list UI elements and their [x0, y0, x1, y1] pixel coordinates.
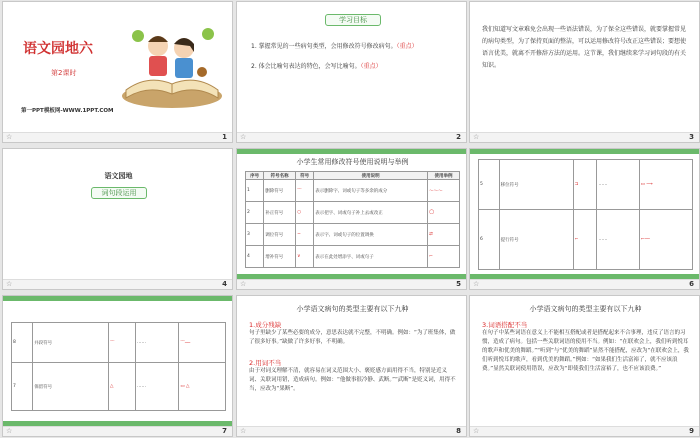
move-symbol-icon: ⊐: [573, 160, 597, 210]
table-cell: ……: [136, 363, 179, 411]
table-cell: 2: [246, 202, 264, 224]
table-row: [246, 224, 460, 246]
table-cell: 1: [246, 180, 264, 202]
table-header-title: 小学生常用修改符号使用说明与举例: [296, 158, 409, 166]
table-cell: 表示字、词或句子的位置调换: [314, 224, 428, 246]
swap-symbol-icon: ∽: [296, 224, 314, 246]
example-cell: ⇄: [428, 224, 460, 246]
slide-thumbnail-4[interactable]: [2, 148, 233, 290]
table-cell: 提行符号: [499, 210, 573, 270]
keep-symbol-icon: △: [108, 363, 135, 411]
slide-number: 9: [689, 427, 694, 435]
transition-star-icon: ☆: [6, 133, 13, 141]
example-cell: ⌐: [428, 246, 460, 268]
table-cell: 4: [246, 246, 264, 268]
table-cell: 6: [479, 210, 500, 270]
correction-symbol-icon: ○: [296, 202, 314, 224]
example-cell: ～～～: [428, 180, 460, 202]
section-heading-1: 1.成分残缺: [249, 321, 282, 329]
slide-footer: [470, 426, 699, 436]
slide-number: 4: [222, 280, 227, 288]
slide-number: 1: [222, 133, 227, 141]
intro-paragraph: 我们知道写文章难免会出现一些语法错误，为了保全这些错误，就要掌握常见的病句类型，为了保持页面的整洁，可以运用修改符号改正这些错误；要想使语言优美，就离不开修辞方法的运用。这节课，我们继续来学习词句段的有关知识。: [482, 26, 687, 69]
slide-number: 6: [689, 280, 694, 288]
goal-2-tag: （重点）: [360, 63, 382, 70]
green-bar: [237, 149, 466, 154]
newline-symbol-icon: ⌐: [573, 210, 597, 270]
slide-title: 语文园地六: [23, 41, 93, 57]
example-cell: ▭ △: [179, 363, 226, 411]
slide-footer: [470, 132, 699, 142]
slide-header: 小学语文病句的类型主要有以下九种: [296, 305, 409, 313]
slide-thumbnail-5[interactable]: [236, 148, 467, 290]
table-cell: 7: [12, 363, 33, 411]
footer-site-label: 第一PPT模板网-WWW.1PPT.COM: [21, 108, 114, 114]
transition-star-icon: ☆: [473, 280, 480, 288]
table-cell: 3: [246, 224, 264, 246]
slide-number: 7: [222, 427, 227, 435]
table-cell: 并段符号: [33, 323, 109, 363]
table-cell: 保留符号: [33, 363, 109, 411]
slide-thumbnail-1[interactable]: [2, 1, 233, 143]
table-row: [479, 160, 693, 210]
table-cell: 移位符号: [499, 160, 573, 210]
slide-footer: [237, 132, 466, 142]
transition-star-icon: ☆: [240, 133, 247, 141]
column-header: 使用举例: [428, 172, 460, 180]
section-title: 语文园地: [104, 172, 133, 180]
section-pill: 词句段运用: [91, 187, 147, 199]
goal-1-tag: （重点）: [396, 43, 418, 50]
table-row: [12, 323, 226, 363]
transition-star-icon: ☆: [240, 280, 247, 288]
slide-footer: [470, 279, 699, 289]
column-header: 序号: [246, 172, 264, 180]
table-row: [12, 363, 226, 411]
transition-star-icon: ☆: [6, 427, 13, 435]
slide-footer: [3, 426, 232, 436]
table-cell: 表示把字、词或句子补上去或改正: [314, 202, 428, 224]
transition-star-icon: ☆: [473, 427, 480, 435]
slide-footer: [237, 279, 466, 289]
transition-star-icon: ☆: [6, 280, 13, 288]
slide-thumbnail-8[interactable]: [236, 295, 467, 437]
slide-thumbnail-3[interactable]: [469, 1, 700, 143]
slide-thumbnail-7[interactable]: [2, 295, 233, 437]
column-header: 符号名称: [264, 172, 296, 180]
table-cell: 5: [479, 160, 500, 210]
transition-star-icon: ☆: [473, 133, 480, 141]
slide-thumbnail-2[interactable]: [236, 1, 467, 143]
table-row: [246, 202, 460, 224]
column-header: 符号: [296, 172, 314, 180]
green-bar: [3, 296, 232, 301]
example-cell: ◯: [428, 202, 460, 224]
slide-footer: [237, 426, 466, 436]
delete-symbol-icon: ⌒: [296, 180, 314, 202]
slide-number: 3: [689, 133, 694, 141]
table-cell: 删除符号: [264, 180, 296, 202]
section-paragraph-3: 在句子中某些词语在意义上不能相互搭配或者是搭配起来不合事理，违反了语言的习惯，造成了病句。包括一些关联词语的使用不当。例如：“在联欢会上，我们听到悦耳的歌声和优美的舞蹈。”“听到”与“优美的舞蹈”显然不能搭配，应改为“在联欢会上，我们听到悦耳的歌声，看到优美的舞蹈。”例如：“如果我们生活富裕了，就不应该浪费。”显然关联词使用错误，应改为“即使我们生活富裕了，也不应该浪费。”: [482, 330, 689, 372]
table-cell: ……: [136, 323, 179, 363]
section-heading-3: 3.词语搭配不当: [482, 321, 528, 329]
table-cell: 补正符号: [264, 202, 296, 224]
transition-star-icon: ☆: [240, 427, 247, 435]
green-bar: [470, 149, 699, 154]
table-cell: 增补符号: [264, 246, 296, 268]
goal-1: [251, 42, 461, 52]
section-heading-2: 2.用词不当: [249, 359, 282, 367]
table-row: [246, 246, 460, 268]
slide-thumbnail-6[interactable]: [469, 148, 700, 290]
slide-number: 8: [456, 427, 461, 435]
slide-number: 5: [456, 280, 461, 288]
insert-symbol-icon: ∨: [296, 246, 314, 268]
slide-header: 学习目标: [325, 14, 381, 26]
symbols-table: [245, 171, 460, 268]
table-cell: 表示删除字、词或句子等多余的成分: [314, 180, 428, 202]
table-cell: 8: [12, 323, 33, 363]
table-cell: ……: [597, 160, 639, 210]
section-paragraph-2: 由于对词义理解不清，就容易在词义范围大小、褒贬感方面用得不当，特别是近义词、关联词用错，造成病句。例如：“他做事很冷静、武断。”“武断”是贬义词，用得不当，应改为“果断”。: [249, 368, 456, 392]
symbols-table: [478, 159, 693, 270]
example-cell: ⌒──: [179, 323, 226, 363]
table-cell: 表示在此处增添字、词或句子: [314, 246, 428, 268]
slide-footer: [3, 279, 232, 289]
slide-subtitle: 第2课时: [51, 69, 77, 77]
symbols-table: [11, 322, 226, 411]
example-cell: ▭ ⟶: [639, 160, 692, 210]
slide-header: 小学语文病句的类型主要有以下九种: [529, 305, 642, 313]
example-cell: ⌐──: [639, 210, 692, 270]
goal-2: [251, 62, 461, 72]
section-paragraph-1: 句子里缺少了某些必要的成分，意思表达就不完整，不明确。例如：“为了班集体，做了很多好事。”缺做了许多好事，不明确。: [249, 330, 456, 345]
table-cell: ……: [597, 210, 639, 270]
merge-symbol-icon: ⌒: [108, 323, 135, 363]
column-header: 使用说明: [314, 172, 428, 180]
goal-1-text: 1. 掌握常见的一些病句类型，会用修改符号修改病句。: [251, 43, 397, 50]
book-illustration: [118, 12, 226, 112]
slide-thumbnail-9[interactable]: [469, 295, 700, 437]
goal-2-text: 2. 体会比喻句表达的特色，会写比喻句。: [251, 63, 361, 70]
slide-number: 2: [456, 133, 461, 141]
table-row: [246, 180, 460, 202]
slide-footer: [3, 132, 232, 142]
table-header-row: [246, 172, 460, 180]
table-row: [479, 210, 693, 270]
table-cell: 调位符号: [264, 224, 296, 246]
